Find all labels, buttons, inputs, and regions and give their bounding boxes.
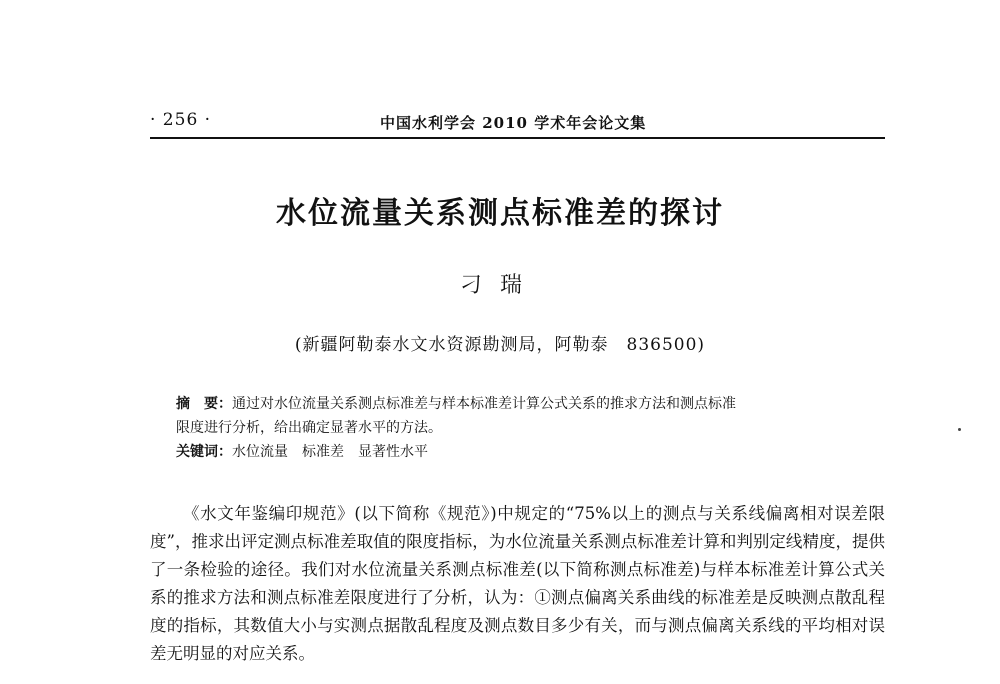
body-text xyxy=(150,500,885,668)
body-paragraph: 《水文年鉴编印规范》(以下简称《规范》)中规定的“75%以上的测点与关系线偏离相对误差限度”，推求出评定测点标准差取值的限度指标，为水位流量关系测点标准差计算和判别定线精度，提供了一条检验的途径。我们对水位流量关系测点标准差(以下简称测点标准差)与样本标准差计算公式关系的推求方法和测点标准差限度进行了分析，认为：①测点偏离关系曲线的标准差是反映测点散乱程度的指标，其数值大小与实测点据散乱程度及测点数目多少有关，而与测点偏离关系线的平均相对误差无明显的对应关系。 xyxy=(150,504,885,663)
running-header xyxy=(150,110,885,136)
paper-title: 水位流量关系测点标准差的探讨 xyxy=(276,196,724,231)
journal-title: 中国水利学会 2010 学术年会论文集 xyxy=(380,114,647,132)
scan-speck xyxy=(958,428,961,431)
author: 刁瑞 xyxy=(459,273,540,298)
abstract-label: 摘 要： xyxy=(176,396,232,412)
abstract-line-1 xyxy=(176,392,876,416)
abstract-text-2: 限度进行分析，给出确定显著水平的方法。 xyxy=(176,420,442,436)
abstract-block xyxy=(176,392,876,464)
page-number: · 256 · xyxy=(150,110,212,130)
header-rule xyxy=(150,137,885,139)
abstract-text-1: 通过对水位流量关系测点标准差与样本标准差计算公式关系的推求方法和测点标准 xyxy=(232,396,736,412)
affiliation: (新疆阿勒泰水文水资源勘测局，阿勒泰 836500) xyxy=(294,335,706,355)
keywords-text: 水位流量 标准差 显著性水平 xyxy=(232,444,428,460)
keywords-label: 关键词： xyxy=(176,444,232,460)
keywords-line xyxy=(176,440,876,464)
